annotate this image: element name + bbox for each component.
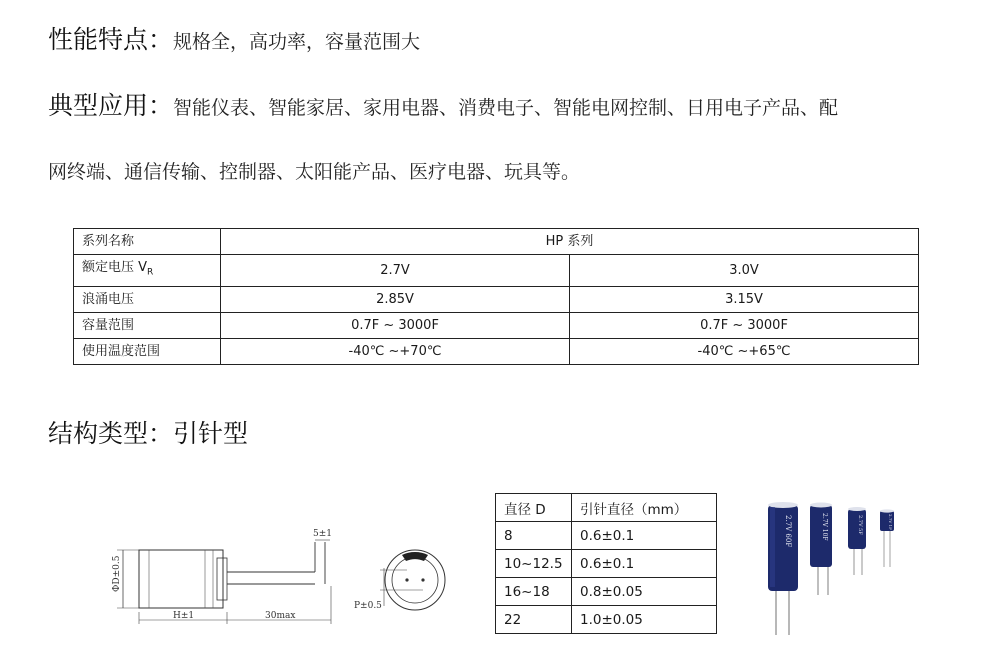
table-row xyxy=(74,229,919,255)
rated-voltage-subscript: R xyxy=(147,267,154,278)
table-cell: 0.6±0.1 xyxy=(572,550,717,578)
table-header-row xyxy=(496,494,717,522)
table-row xyxy=(496,522,717,550)
capacitor-large xyxy=(768,502,798,635)
applications-text-1: 智能仪表、智能家居、家用电器、消费电子、智能电网控制、日用电子产品、配 xyxy=(173,97,839,119)
structure-title: 结构类型：引针型 xyxy=(48,419,249,448)
table-cell: 16~18 xyxy=(496,578,572,606)
applications-text-2: 网终端、通信传输、控制器、太阳能产品、医疗电器、玩具等。 xyxy=(48,161,581,183)
capacitor-tiny xyxy=(880,509,894,567)
col-header-lead: 引针直径（mm） xyxy=(572,494,717,522)
table-cell: 8 xyxy=(496,522,572,550)
table-cell: 3.15V xyxy=(570,286,919,312)
cap-label-1: 2.7V 60F xyxy=(784,515,792,548)
table-row xyxy=(496,606,717,634)
capacitor-small xyxy=(848,507,866,575)
cap-label-2: 2.7V 10F xyxy=(821,513,828,541)
lead-offset-label: 5±1 xyxy=(313,529,332,539)
applications-line xyxy=(48,86,838,122)
applications-label: 典型应用： xyxy=(48,91,174,120)
cap-label-3: 2.7V 5F xyxy=(857,515,863,535)
table-cell: 2.85V xyxy=(221,286,570,312)
table-cell: -40℃ ~+65℃ xyxy=(570,338,919,364)
lead-diameter-table xyxy=(495,493,717,634)
diameter-label: ΦD±0.5 xyxy=(112,555,122,592)
table-cell: 0.8±0.05 xyxy=(572,578,717,606)
capacitor-medium xyxy=(810,503,832,596)
table-row xyxy=(74,255,919,287)
table-cell: 1.0±0.05 xyxy=(572,606,717,634)
pitch-label: P±0.5 xyxy=(354,601,382,611)
cap-label-4: 2.7V 1F xyxy=(888,514,893,530)
table-row xyxy=(74,286,919,312)
table-cell: 2.7V xyxy=(221,255,570,287)
table-cell: 3.0V xyxy=(570,255,919,287)
row-label: 使用温度范围 xyxy=(74,338,221,364)
table-cell: -40℃ ~+70℃ xyxy=(221,338,570,364)
rated-voltage-label: 额定电压 V xyxy=(82,260,148,275)
row-label: 系列名称 xyxy=(74,229,221,255)
capacitor-top-view xyxy=(340,528,460,633)
lead-length-label: 30max xyxy=(265,611,296,621)
features-label: 性能特点： xyxy=(48,25,174,54)
series-name-cell: HP 系列 xyxy=(221,229,919,255)
spec-table xyxy=(73,228,919,365)
table-cell: 10~12.5 xyxy=(496,550,572,578)
table-row xyxy=(74,312,919,338)
row-label xyxy=(74,255,221,287)
table-row xyxy=(74,338,919,364)
table-cell: 0.6±0.1 xyxy=(572,522,717,550)
row-label: 浪涌电压 xyxy=(74,286,221,312)
product-photo xyxy=(762,495,902,640)
col-header-diameter: 直径 D xyxy=(496,494,572,522)
table-row xyxy=(496,550,717,578)
table-cell: 22 xyxy=(496,606,572,634)
features-text: 规格全，高功率，容量范围大 xyxy=(173,31,421,53)
features-line xyxy=(48,20,420,56)
table-cell: 0.7F ~ 3000F xyxy=(221,312,570,338)
table-row xyxy=(496,578,717,606)
height-label: H±1 xyxy=(173,611,195,621)
row-label: 容量范围 xyxy=(74,312,221,338)
table-cell: 0.7F ~ 3000F xyxy=(570,312,919,338)
